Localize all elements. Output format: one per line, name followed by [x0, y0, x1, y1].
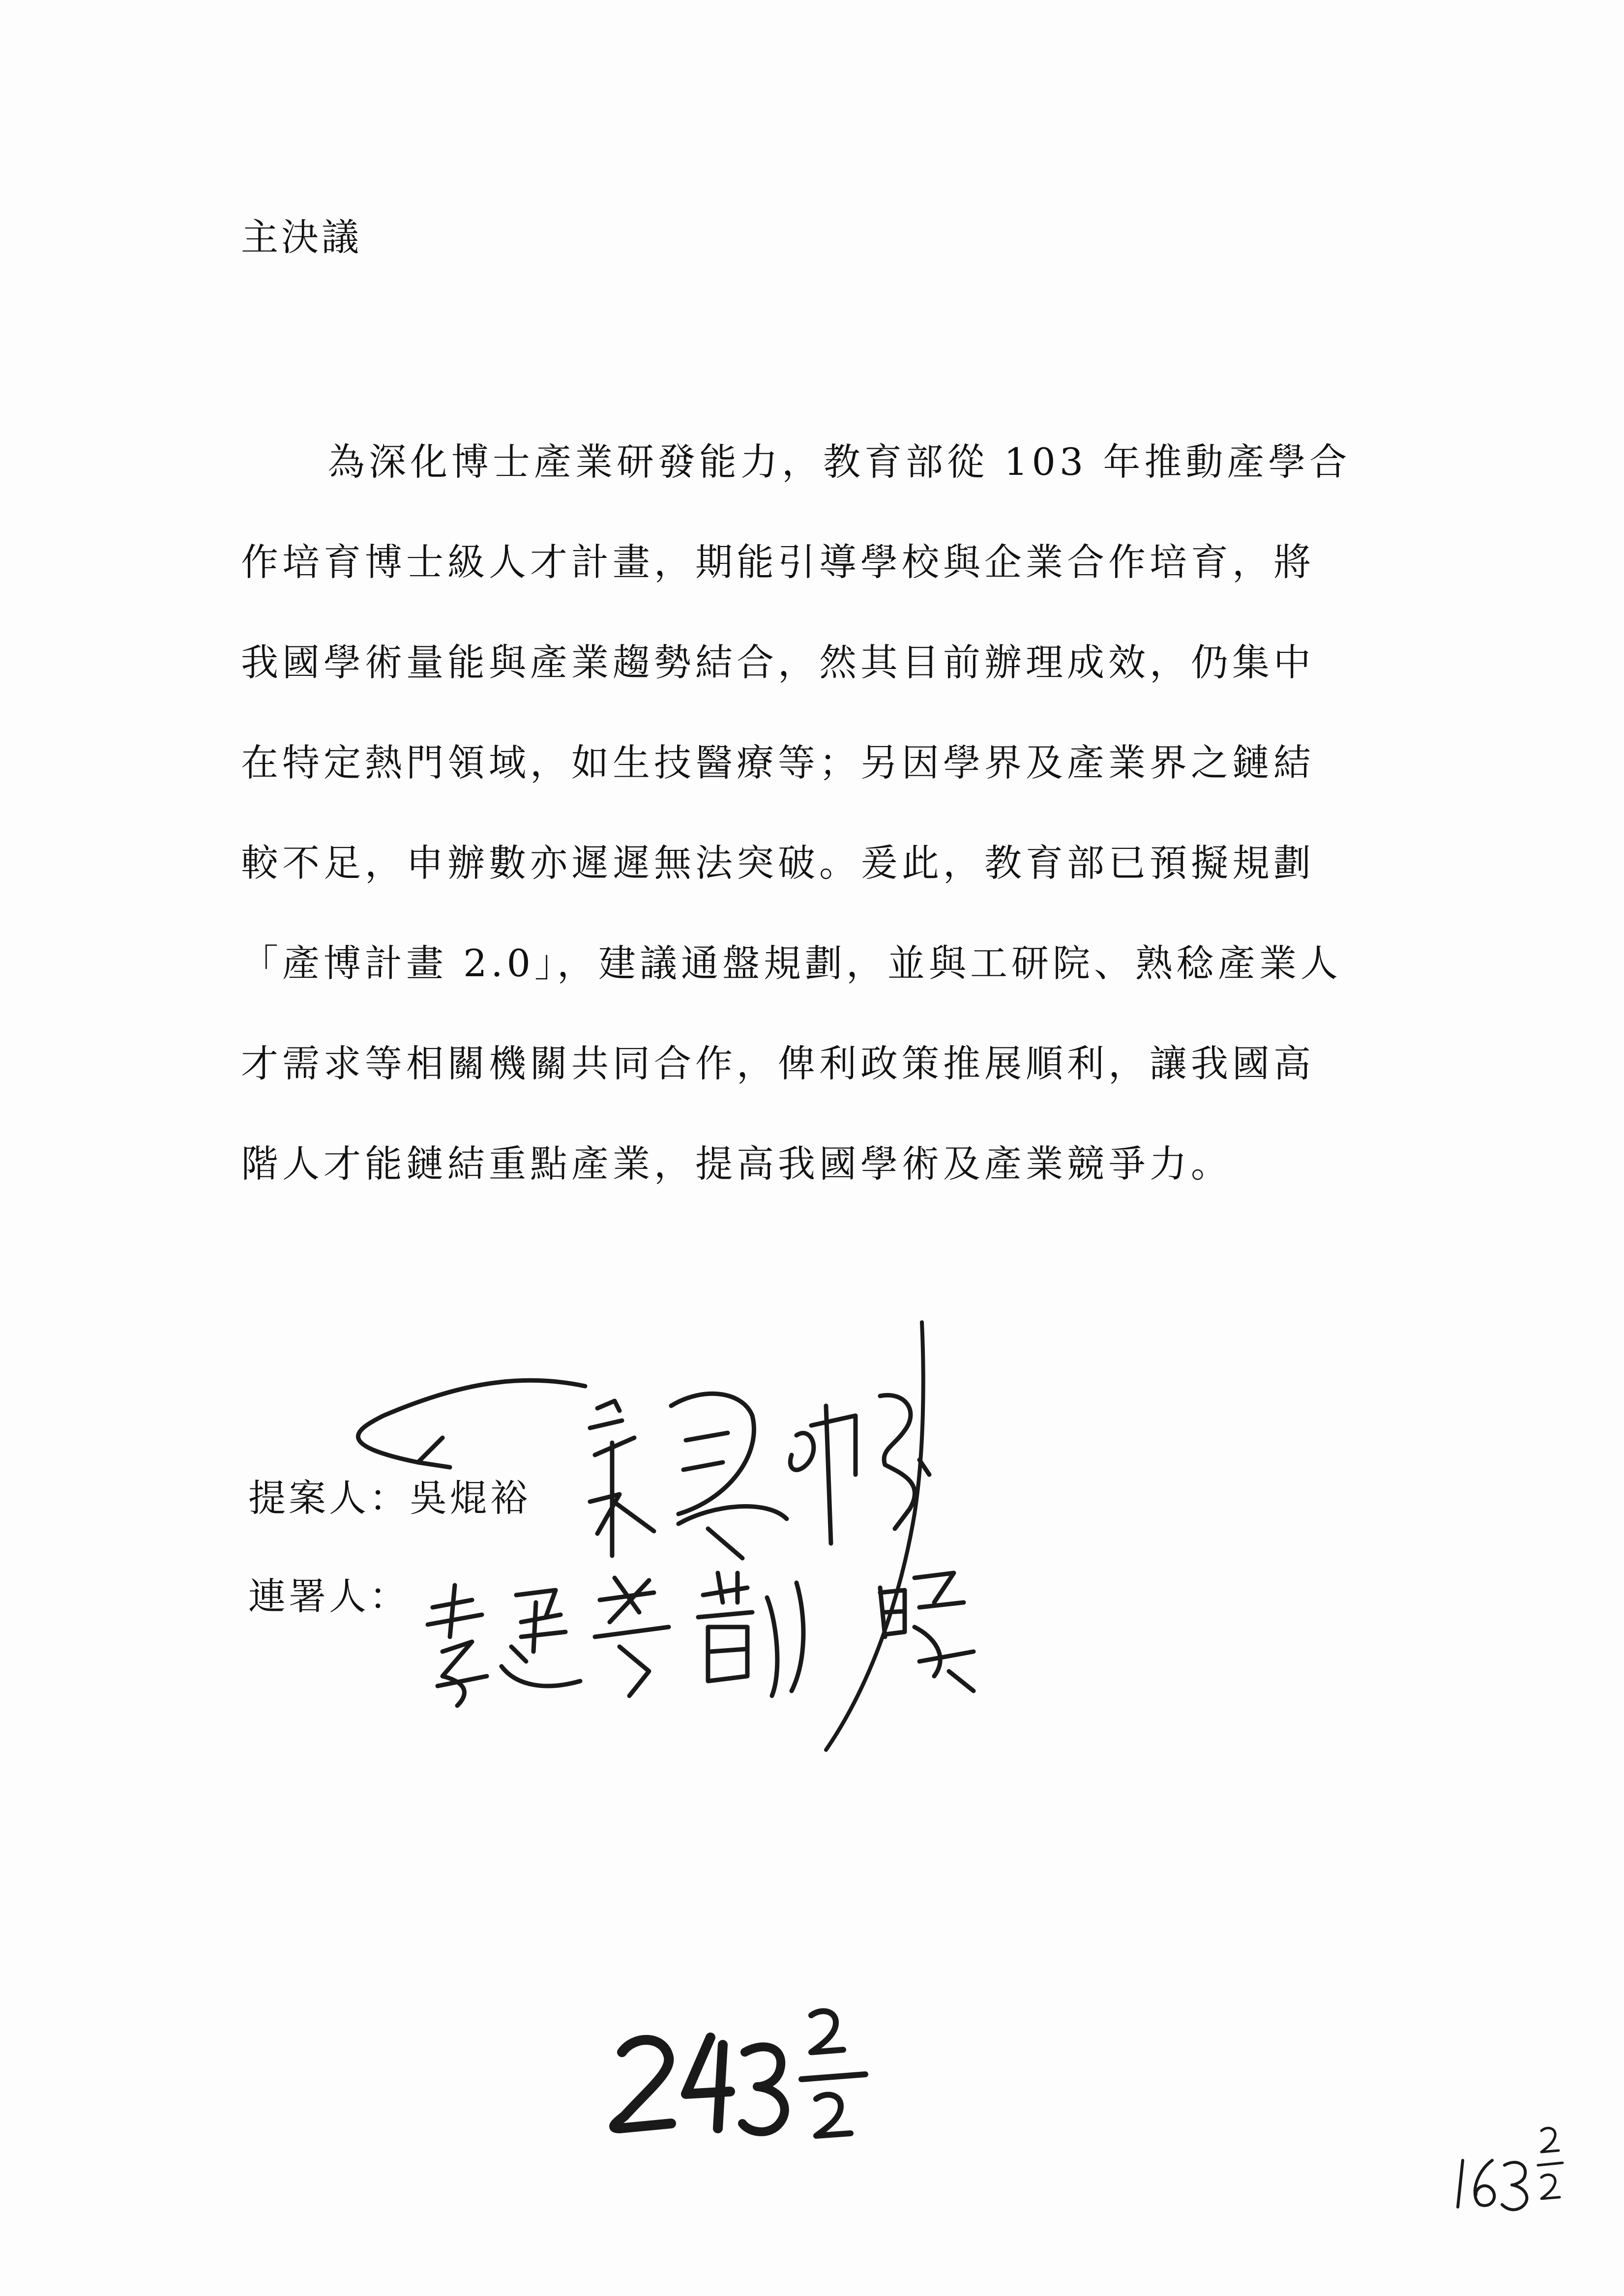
- body-line-2: 作培育博士級人才計畫，期能引導學校與企業合作培育，將: [241, 540, 1315, 584]
- proposer-signature: [590, 1322, 929, 1750]
- body-line-4: 在特定熱門領域，如生技醫療等；另因學界及產業界之鏈結: [241, 741, 1315, 785]
- body-line-1: 為深化博士產業研發能力，教育部從 103 年推動產學合: [327, 440, 1351, 484]
- body-line-8: 階人才能鏈結重點產業，提高我國學術及產業競爭力。: [241, 1142, 1232, 1186]
- proposer-name: 吳焜裕: [410, 1476, 531, 1520]
- resolution-body: [241, 412, 1387, 1214]
- proposer-label: 提案人：: [248, 1476, 410, 1520]
- cosigner-signatures: [428, 1573, 974, 1706]
- body-line-7: 才需求等相關機關共同合作，俾利政策推展順利，讓我國高: [241, 1042, 1315, 1085]
- corner-page-number: [1458, 2128, 1563, 2209]
- body-line-3: 我國學術量能與產業趨勢結合，然其目前辦理成效，仍集中: [241, 640, 1315, 684]
- handwritten-page-number: [614, 2011, 865, 2136]
- body-line-5: 較不足，申辦數亦遲遲無法突破。爰此，教育部已預擬規劃: [241, 841, 1315, 885]
- cosigner-label: 連署人：: [248, 1574, 410, 1618]
- proposer-line: [248, 1476, 531, 1520]
- page-title: 主決議: [241, 215, 362, 259]
- cosigner-line: [248, 1574, 410, 1618]
- body-line-6: 「產博計畫 2.0」，建議通盤規劃，並與工研院、熟稔產業人: [241, 941, 1342, 985]
- signature-arrow: [358, 1380, 585, 1467]
